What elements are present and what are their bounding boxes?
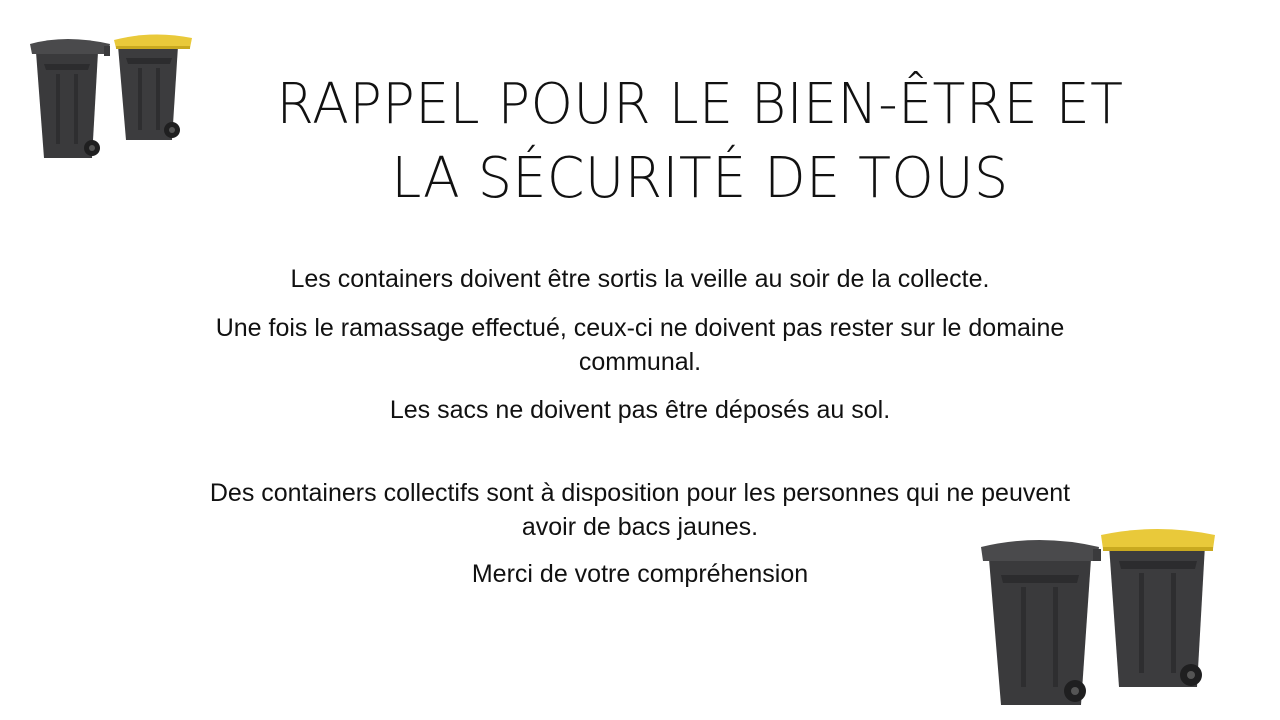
yellow-lid-bin-icon [1101,529,1215,687]
yellow-lid-bin-icon [114,34,192,140]
title-line-1: RAPPEL POUR LE BIEN-ÊTRE ET [276,72,1124,137]
paragraph-sacs-sol: Les sacs ne doivent pas être déposés au sol. [389,396,891,424]
wheelie-bins-large-icon [975,525,1225,715]
paragraph-containers-collectifs: Des containers collectifs sont à disposition pour les personnes qui ne peuvent avoir de bacs jaunes. [209,479,1071,541]
paragraph-sortie-veille: Les containers doivent être sortis la veille au soir de la collecte. [290,265,990,293]
wheelie-bins-icon [22,30,207,165]
paragraph-merci: Merci de votre compréhension [471,560,809,588]
title-line-2: LA SÉCURITÉ DE TOUS [391,146,1009,211]
page-title [210,68,1189,216]
grey-bin-icon [30,39,110,158]
paragraph-ramassage: Une fois le ramassage effectué, ceux-ci ne doivent pas rester sur le domaine communal. [215,314,1065,376]
grey-bin-icon [981,540,1101,705]
